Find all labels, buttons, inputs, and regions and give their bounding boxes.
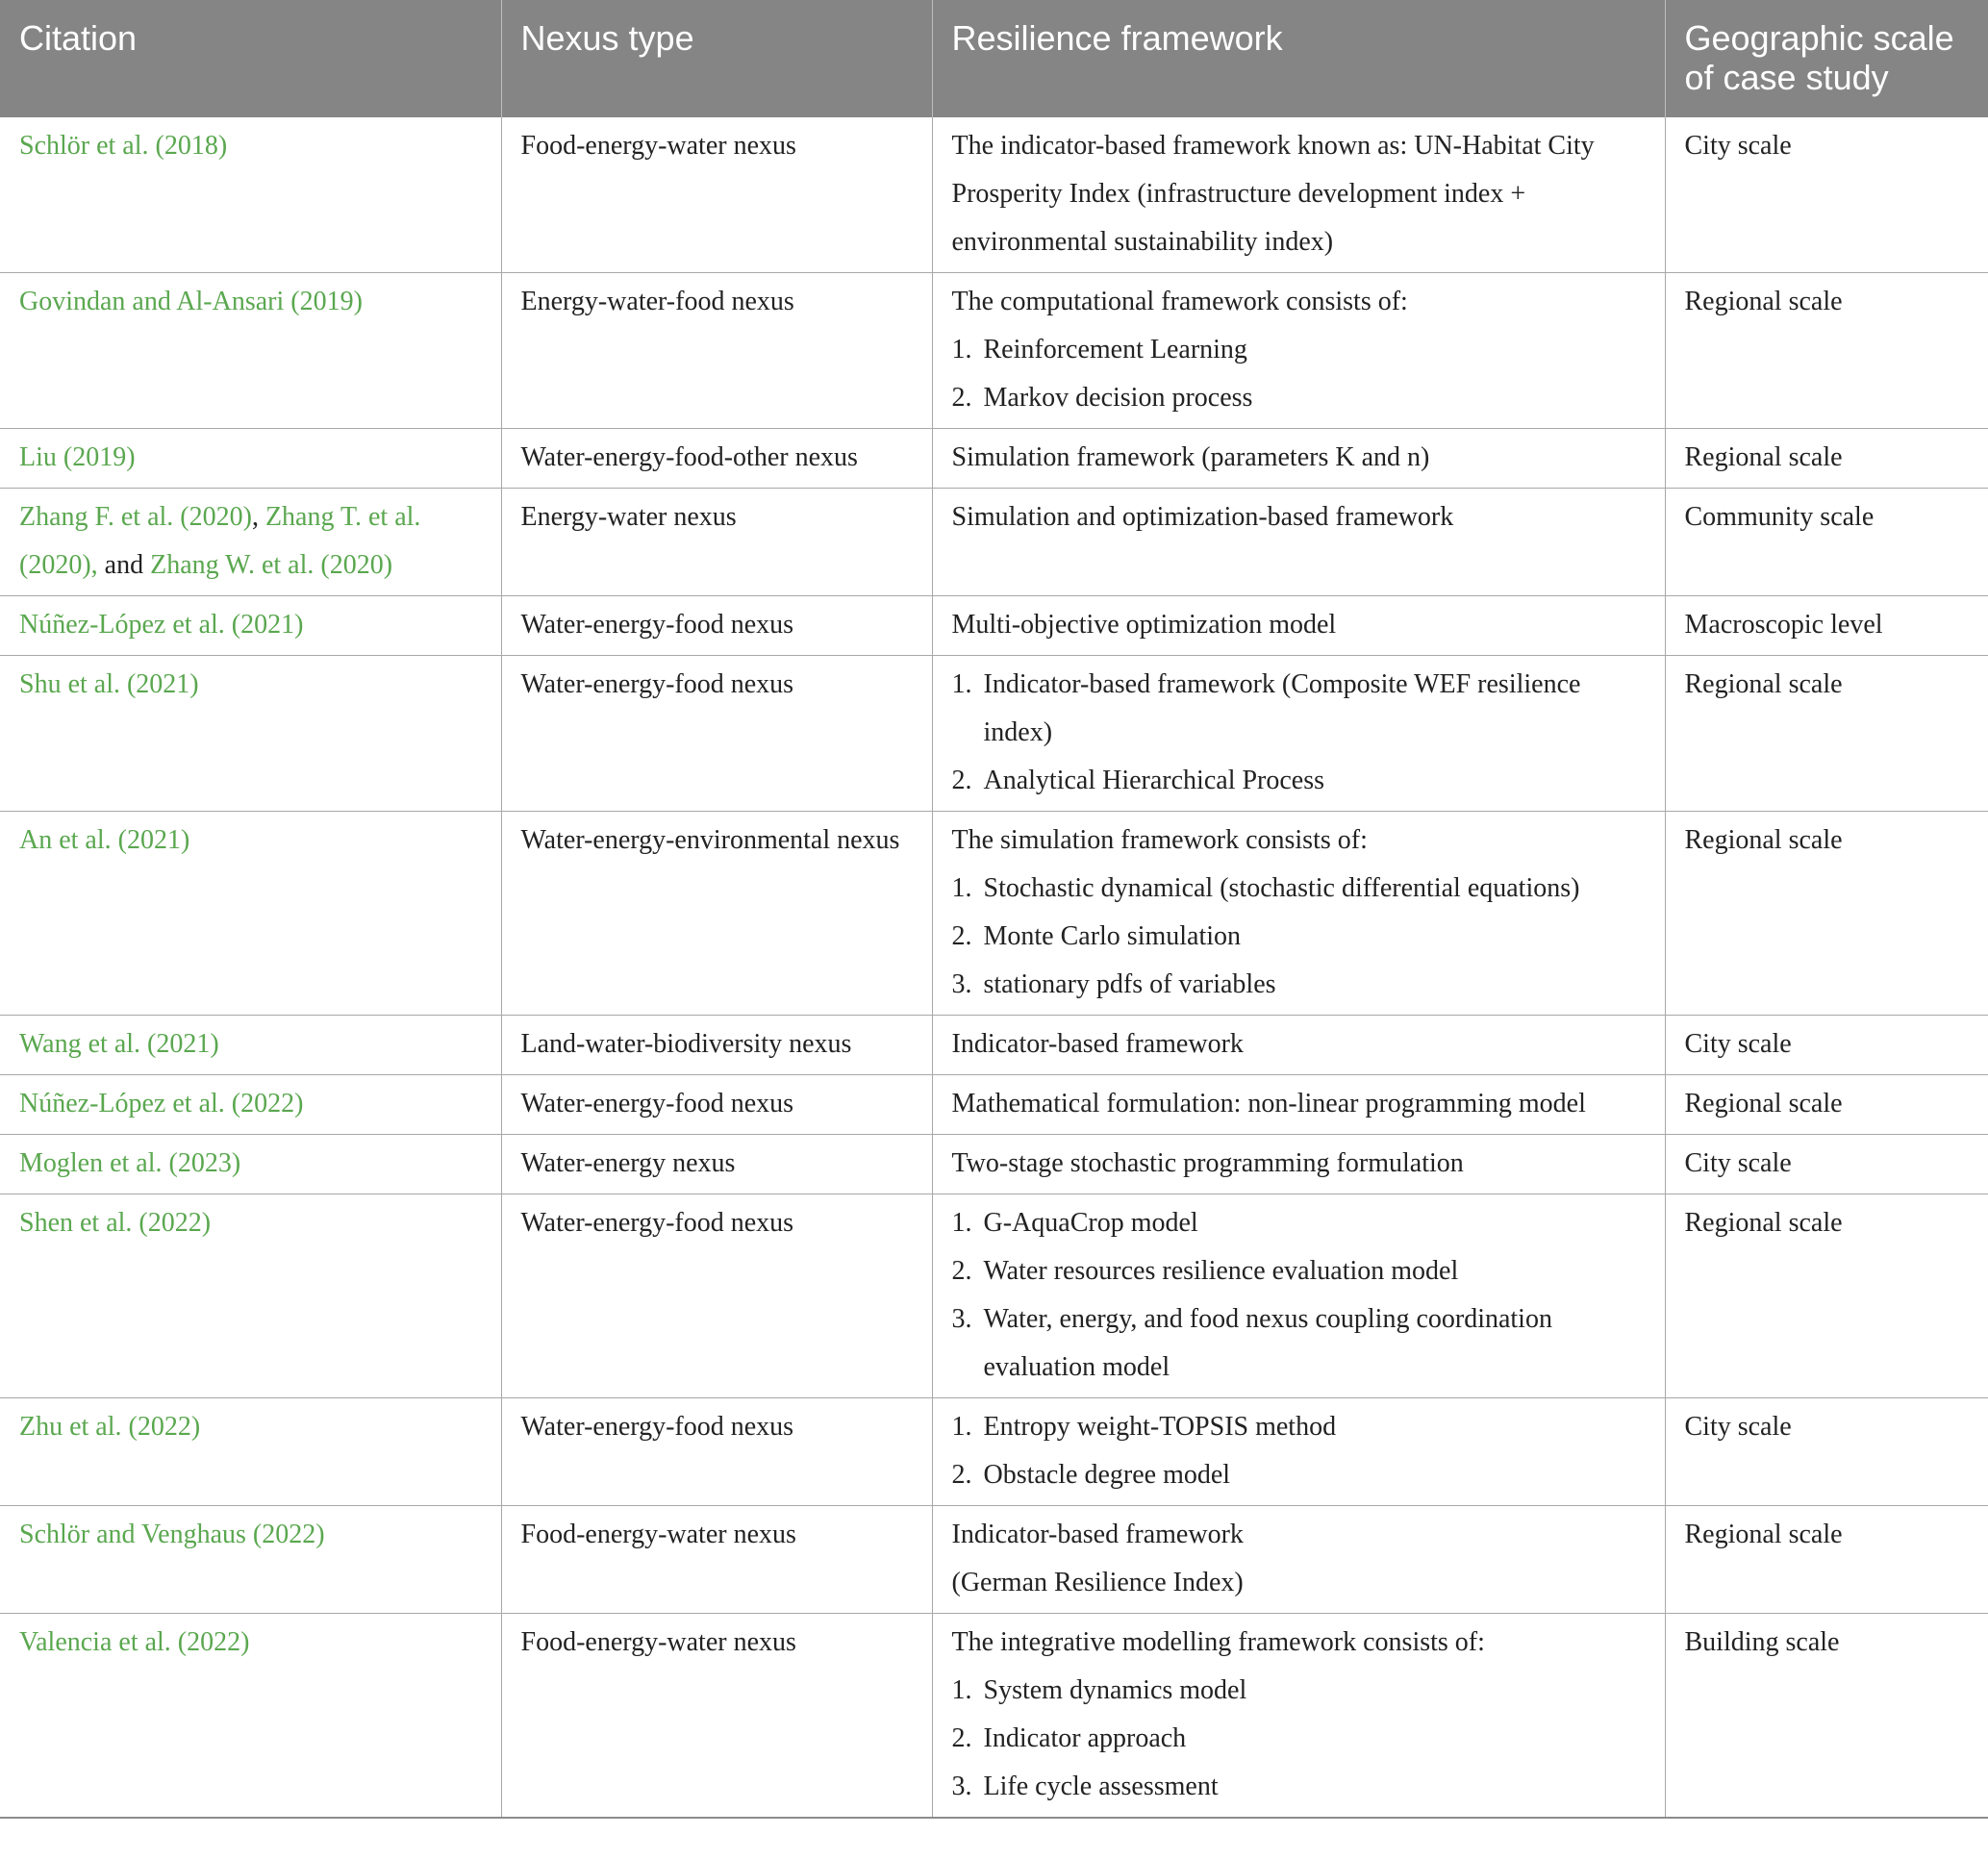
geographic-scale-cell: City scale (1665, 1016, 1988, 1075)
framework-step (952, 1667, 1648, 1715)
step-text: Markov decision process (983, 383, 1253, 413)
table-row (0, 1398, 1988, 1506)
table-row (0, 596, 1988, 656)
nexus-type-cell: Water-energy-food nexus (501, 596, 932, 656)
framework-description: Mathematical formulation: non-linear programming model (951, 1089, 1586, 1119)
nexus-type-cell: Water-energy-environmental nexus (501, 812, 932, 1016)
citation-cell (0, 429, 501, 489)
step-text: Water, energy, and food nexus coupling coordination evaluation model (983, 1304, 1552, 1382)
nexus-type-cell: Water-energy-food nexus (501, 1194, 932, 1398)
step-number: 1. (951, 1208, 972, 1238)
step-number: 2. (951, 766, 972, 795)
citation-link[interactable]: Liu (2019) (19, 442, 136, 472)
resilience-framework-cell (932, 429, 1665, 489)
citation-link[interactable]: Wang et al. (2021) (19, 1029, 219, 1059)
citation-link[interactable]: Núñez-López et al. (2022) (19, 1089, 304, 1119)
step-text: System dynamics model (983, 1675, 1247, 1705)
resilience-framework-cell (932, 1075, 1665, 1135)
geographic-scale-cell: City scale (1665, 117, 1988, 273)
citation-link[interactable]: Zhang T. et al. (2020), (19, 502, 421, 580)
table-row (0, 489, 1988, 596)
citation-cell (0, 1614, 501, 1819)
framework-step (952, 326, 1648, 374)
nexus-type-cell: Water-energy nexus (501, 1135, 932, 1194)
citation-cell (0, 1075, 501, 1135)
step-text: Monte Carlo simulation (983, 921, 1242, 951)
nexus-type-cell: Food-energy-water nexus (501, 1506, 932, 1614)
step-text: G-AquaCrop model (983, 1208, 1198, 1238)
step-text: Entropy weight-TOPSIS method (983, 1412, 1337, 1442)
framework-step (952, 1451, 1648, 1499)
citation-link[interactable]: Valencia et al. (2022) (19, 1627, 250, 1657)
framework-step (952, 1715, 1648, 1763)
step-text: Indicator approach (983, 1723, 1187, 1753)
framework-description: Indicator-based framework (German Resilience Index) (951, 1520, 1244, 1597)
resilience-framework-cell (932, 1506, 1665, 1614)
step-number: 2. (951, 1256, 972, 1286)
citation-cell (0, 812, 501, 1016)
citation-cell (0, 273, 501, 429)
geographic-scale-cell: Building scale (1665, 1614, 1988, 1819)
table-row (0, 117, 1988, 273)
step-number: 2. (951, 383, 972, 413)
geographic-scale-cell: Regional scale (1665, 1506, 1988, 1614)
step-number: 3. (951, 969, 972, 999)
header-resilience-framework: Resilience framework (932, 0, 1665, 117)
geographic-scale-cell: Regional scale (1665, 429, 1988, 489)
geographic-scale-cell: Regional scale (1665, 1194, 1988, 1398)
citation-link[interactable]: Shu et al. (2021) (19, 669, 199, 699)
citation-link[interactable]: Shen et al. (2022) (19, 1208, 212, 1238)
citation-cell (0, 117, 501, 273)
resilience-framework-cell (932, 1614, 1665, 1819)
citation-link[interactable]: Govindan and Al-Ansari (2019) (19, 287, 363, 316)
framework-steps-list (952, 326, 1648, 422)
nexus-type-cell: Water-energy-food-other nexus (501, 429, 932, 489)
framework-steps-list (952, 865, 1648, 1009)
step-number: 3. (951, 1304, 972, 1334)
citation-link[interactable]: An et al. (2021) (19, 825, 190, 855)
framework-steps-list (952, 1403, 1648, 1499)
framework-description: Simulation and optimization-based framework (951, 502, 1454, 532)
framework-step (952, 1295, 1648, 1392)
table-row (0, 656, 1988, 812)
framework-description: Two-stage stochastic programming formulation (951, 1148, 1464, 1178)
framework-step (952, 1403, 1648, 1451)
header-row (0, 0, 1988, 117)
citation-link[interactable]: Moglen et al. (2023) (19, 1148, 241, 1178)
geographic-scale-cell: Regional scale (1665, 273, 1988, 429)
table-row (0, 1016, 1988, 1075)
citation-link[interactable]: Zhang F. et al. (2020) (19, 502, 252, 532)
geographic-scale-cell: Regional scale (1665, 656, 1988, 812)
step-number: 1. (951, 669, 972, 699)
table-row (0, 273, 1988, 429)
framework-description: The computational framework consists of: (951, 287, 1408, 316)
table-row (0, 429, 1988, 489)
geographic-scale-cell: Macroscopic level (1665, 596, 1988, 656)
framework-steps-list (952, 661, 1648, 805)
table-row (0, 1614, 1988, 1819)
table-row (0, 1075, 1988, 1135)
geographic-scale-cell: Regional scale (1665, 1075, 1988, 1135)
framework-step (952, 961, 1648, 1009)
step-number: 3. (951, 1772, 972, 1801)
citation-link[interactable]: Schlör et al. (2018) (19, 131, 228, 161)
resilience-framework-cell (932, 1194, 1665, 1398)
table-header (0, 0, 1988, 117)
resilience-framework-cell (932, 1398, 1665, 1506)
step-text: Analytical Hierarchical Process (983, 766, 1325, 795)
citation-cell (0, 1506, 501, 1614)
framework-description: The integrative modelling framework consists of: (951, 1627, 1485, 1657)
geographic-scale-cell: City scale (1665, 1135, 1988, 1194)
geographic-scale-cell: City scale (1665, 1398, 1988, 1506)
header-nexus-type: Nexus type (501, 0, 932, 117)
nexus-type-cell: Water-energy-food nexus (501, 1398, 932, 1506)
nexus-type-cell: Energy-water-food nexus (501, 273, 932, 429)
citation-link[interactable]: Schlör and Venghaus (2022) (19, 1520, 325, 1549)
framework-description: The simulation framework consists of: (951, 825, 1368, 855)
citation-link[interactable]: Núñez-López et al. (2021) (19, 610, 304, 640)
resilience-framework-cell (932, 596, 1665, 656)
resilience-framework-cell (932, 812, 1665, 1016)
step-text: Reinforcement Learning (983, 335, 1247, 364)
step-text: Indicator-based framework (Composite WEF resilience index) (983, 669, 1581, 747)
step-text: Life cycle assessment (983, 1772, 1219, 1801)
nexus-type-cell: Water-energy-food nexus (501, 1075, 932, 1135)
citation-cell (0, 656, 501, 812)
step-text: Obstacle degree model (983, 1460, 1231, 1490)
resilience-framework-cell (932, 656, 1665, 812)
step-number: 2. (951, 921, 972, 951)
header-citation: Citation (0, 0, 501, 117)
resilience-framework-cell (932, 117, 1665, 273)
resilience-framework-cell (932, 1016, 1665, 1075)
framework-steps-list (952, 1667, 1648, 1811)
step-number: 1. (951, 873, 972, 903)
framework-description: Multi-objective optimization model (951, 610, 1337, 640)
geographic-scale-cell: Regional scale (1665, 812, 1988, 1016)
citation-connector-text: and (97, 550, 151, 580)
nexus-type-cell: Water-energy-food nexus (501, 656, 932, 812)
resilience-framework-cell (932, 489, 1665, 596)
framework-step (952, 1763, 1648, 1811)
step-number: 2. (951, 1460, 972, 1490)
nexus-type-cell: Land-water-biodiversity nexus (501, 1016, 932, 1075)
framework-description: The indicator-based framework known as: UN-Habitat City Prosperity Index (infrastructure development index + environmental sustainability index) (951, 131, 1595, 257)
table-row (0, 1506, 1988, 1614)
citation-cell (0, 1016, 501, 1075)
geographic-scale-cell: Community scale (1665, 489, 1988, 596)
citation-cell (0, 1194, 501, 1398)
nexus-type-cell: Food-energy-water nexus (501, 117, 932, 273)
nexus-type-cell: Energy-water nexus (501, 489, 932, 596)
citation-link[interactable]: Zhang W. et al. (2020) (150, 550, 393, 580)
framework-step (952, 865, 1648, 913)
resilience-framework-cell (932, 1135, 1665, 1194)
step-number: 1. (951, 1412, 972, 1442)
citation-cell (0, 1398, 501, 1506)
table-row (0, 812, 1988, 1016)
framework-step (952, 661, 1648, 757)
step-text: Stochastic dynamical (stochastic differential equations) (983, 873, 1580, 903)
citation-cell (0, 489, 501, 596)
framework-step (952, 913, 1648, 961)
step-number: 1. (951, 1675, 972, 1705)
citation-cell (0, 596, 501, 656)
framework-step (952, 1247, 1648, 1295)
citation-link[interactable]: Zhu et al. (2022) (19, 1412, 201, 1442)
resilience-framework-cell (932, 273, 1665, 429)
step-number: 2. (951, 1723, 972, 1753)
citation-cell (0, 1135, 501, 1194)
nexus-type-cell: Food-energy-water nexus (501, 1614, 932, 1819)
step-number: 1. (951, 335, 972, 364)
table-row (0, 1135, 1988, 1194)
step-text: stationary pdfs of variables (983, 969, 1276, 999)
framework-step (952, 374, 1648, 422)
framework-description: Simulation framework (parameters K and n) (951, 442, 1430, 472)
step-text: Water resources resilience evaluation model (983, 1256, 1459, 1286)
table-body (0, 117, 1988, 1818)
header-geographic-scale: Geographic scale of case study (1665, 0, 1988, 117)
framework-description: Indicator-based framework (951, 1029, 1244, 1059)
framework-step (952, 757, 1648, 805)
framework-steps-list (952, 1199, 1648, 1392)
citation-connector-text: , (251, 502, 265, 532)
table-row (0, 1194, 1988, 1398)
framework-step (952, 1199, 1648, 1247)
